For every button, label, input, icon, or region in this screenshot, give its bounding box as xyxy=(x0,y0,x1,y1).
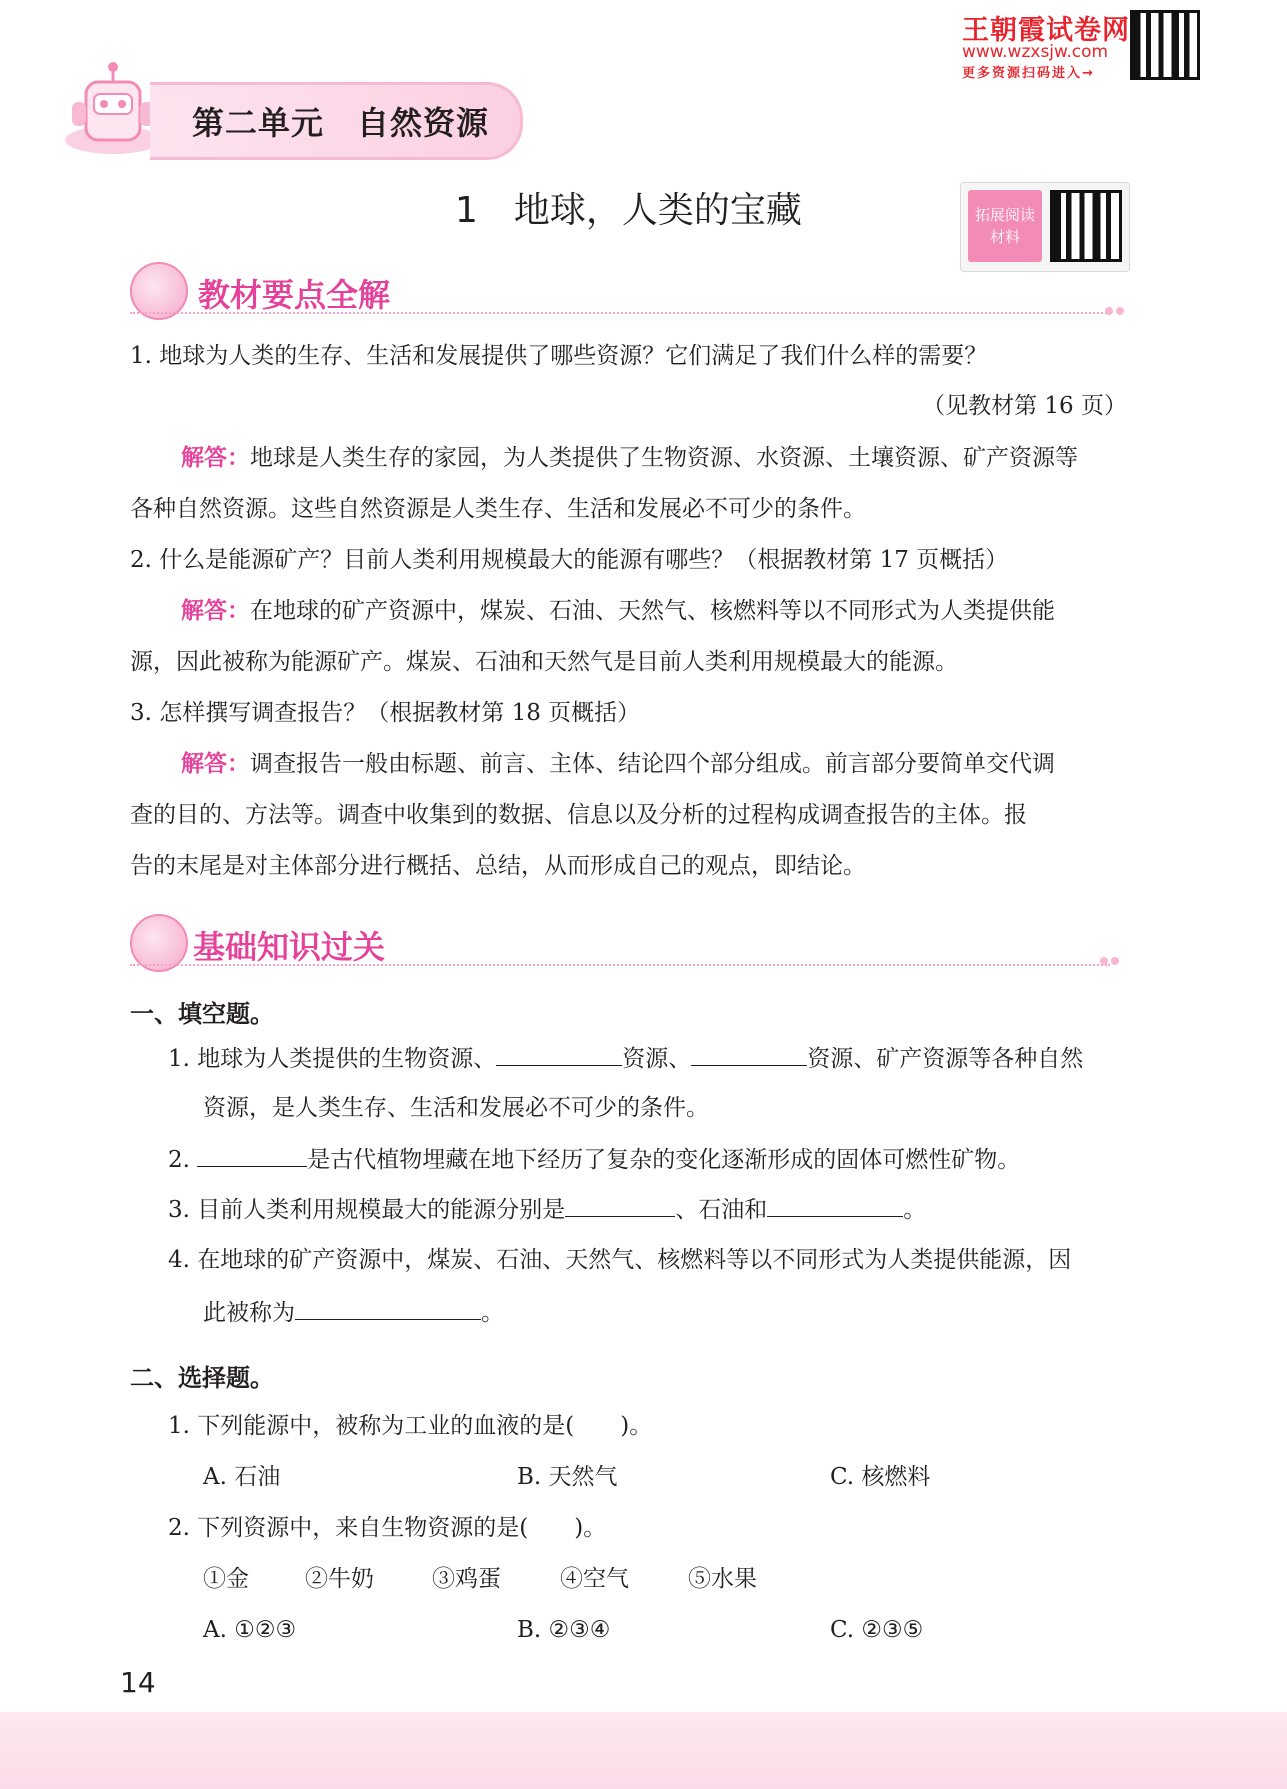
answer-blank[interactable] xyxy=(691,1043,807,1066)
fill-question-1-line-2: 资源，是人类生存、生活和发展必不可少的条件。 xyxy=(203,1095,709,1121)
fill-question-3 xyxy=(168,1194,926,1225)
choice-question-2: 2. 下列资源中，来自生物资源的是( )。 xyxy=(168,1515,607,1541)
question-1: 1. 地球为人类的生存、生活和发展提供了哪些资源？它们满足了我们什么样的需要？ xyxy=(130,343,988,369)
answer-2-text: 在地球的矿产资源中，煤炭、石油、天然气、核燃料等以不同形式为人类提供能 xyxy=(250,598,1055,624)
section1-header: 教材要点全解 xyxy=(198,276,391,314)
fill-1-part-a: 1. 地球为人类提供的生物资源、 xyxy=(168,1046,497,1072)
reading-tag-line2: 材料 xyxy=(989,228,1020,246)
answer-3-line-2: 查的目的、方法等。调查中收集到的数据、信息以及分析的过程构成调查报告的主体。报 xyxy=(130,802,1027,828)
page-number: 14 xyxy=(120,1666,156,1699)
fill-question-2 xyxy=(168,1144,1020,1175)
choice-2-option-b[interactable]: B. ②③④ xyxy=(517,1617,611,1643)
answer-2-line-1 xyxy=(181,596,1055,626)
question-1-reference: （见教材第 16 页） xyxy=(922,393,1127,419)
answer-2-line-2: 源，因此被称为能源矿产。煤炭、石油和天然气是目前人类利用规模最大的能源。 xyxy=(130,649,958,675)
question-3: 3. 怎样撰写调查报告？（根据教材第 18 页概括） xyxy=(130,700,641,726)
choice-question-1: 1. 下列能源中，被称为工业的血液的是( )。 xyxy=(168,1413,653,1439)
choice-1-option-a[interactable]: A. 石油 xyxy=(203,1464,281,1490)
choice-1-option-b[interactable]: B. 天然气 xyxy=(517,1464,618,1490)
answer-3-line-3: 告的末尾是对主体部分进行概括、总结，从而形成自己的观点，即结论。 xyxy=(130,853,866,879)
fill-question-4-line-1: 4. 在地球的矿产资源中，煤炭、石油、天然气、核燃料等以不同形式为人类提供能源，因 xyxy=(168,1247,1072,1273)
choice-2-item: ①金 xyxy=(203,1566,249,1592)
answer-3-line-1 xyxy=(181,749,1055,779)
choice-2-item: ③鸡蛋 xyxy=(432,1566,501,1592)
fill-2-number: 2. xyxy=(168,1147,190,1173)
answer-label: 解答： xyxy=(181,445,250,471)
fill-2-text: 是古代植物埋藏在地下经历了复杂的变化逐渐形成的固体可燃性矿物。 xyxy=(307,1147,1021,1173)
fill-4-part-b: 。 xyxy=(481,1300,504,1326)
choice-2-item: ⑤水果 xyxy=(688,1566,757,1592)
answer-blank[interactable] xyxy=(197,1144,307,1167)
question-2: 2. 什么是能源矿产？目前人类利用规模最大的能源有哪些？（根据教材第 17 页概括） xyxy=(130,547,1009,573)
answer-1-line-2: 各种自然资源。这些自然资源是人类生存、生活和发展必不可少的条件。 xyxy=(130,496,866,522)
watermark-more: 更多资源扫码进入→ xyxy=(962,66,1095,81)
watermark-title: 王朝霞试卷网 xyxy=(962,15,1130,46)
reading-qr-icon[interactable] xyxy=(1050,190,1122,262)
lesson-title: 1 地球，人类的宝藏 xyxy=(455,190,802,231)
unit-title: 第二单元 自然资源 xyxy=(192,104,490,142)
choice-2-option-c[interactable]: C. ②③⑤ xyxy=(830,1617,924,1643)
answer-1-text: 地球是人类生存的家园，为人类提供了生物资源、水资源、土壤资源、矿产资源等 xyxy=(250,445,1078,471)
watermark-qr-icon xyxy=(1130,10,1200,80)
part2-title: 二、选择题。 xyxy=(130,1364,274,1392)
answer-3-text: 调查报告一般由标题、前言、主体、结论四个部分组成。前言部分要简单交代调 xyxy=(250,751,1055,777)
choice-2-item: ②牛奶 xyxy=(305,1566,374,1592)
part1-title: 一、填空题。 xyxy=(130,1000,274,1028)
answer-label: 解答： xyxy=(181,598,250,624)
fill-3-part-b: 、石油和 xyxy=(675,1197,768,1223)
fill-3-part-a: 3. 目前人类利用规模最大的能源分别是 xyxy=(168,1197,566,1223)
answer-blank[interactable] xyxy=(565,1194,675,1217)
reading-tag-line1: 拓展阅读 xyxy=(974,206,1035,224)
fill-question-4-line-2 xyxy=(203,1297,504,1328)
answer-blank[interactable] xyxy=(295,1297,481,1320)
section2-dots-icon xyxy=(1100,950,1122,960)
fill-1-part-c: 资源、矿产资源等各种自然 xyxy=(807,1046,1084,1072)
section1-dots-icon xyxy=(1105,300,1127,310)
fill-3-part-c: 。 xyxy=(903,1197,927,1223)
answer-1-line-1 xyxy=(181,443,1078,473)
fill-1-part-b: 资源、 xyxy=(622,1046,692,1072)
choice-2-option-a[interactable]: A. ①②③ xyxy=(203,1617,297,1643)
answer-label: 解答： xyxy=(181,751,250,777)
answer-blank[interactable] xyxy=(496,1043,622,1066)
section2-header: 基础知识过关 xyxy=(193,928,386,966)
fill-4-part-a: 此被称为 xyxy=(203,1300,295,1326)
section1-divider xyxy=(130,312,1110,314)
answer-blank[interactable] xyxy=(767,1194,903,1217)
choice-2-item: ④空气 xyxy=(560,1566,629,1592)
footer-band xyxy=(0,1712,1287,1789)
fill-question-1-line-1 xyxy=(168,1043,1083,1074)
extended-reading-tag xyxy=(968,190,1042,262)
choice-1-option-c[interactable]: C. 核燃料 xyxy=(830,1464,931,1490)
watermark-url: www.wzxsjw.com xyxy=(962,42,1109,62)
section2-divider xyxy=(130,964,1110,966)
